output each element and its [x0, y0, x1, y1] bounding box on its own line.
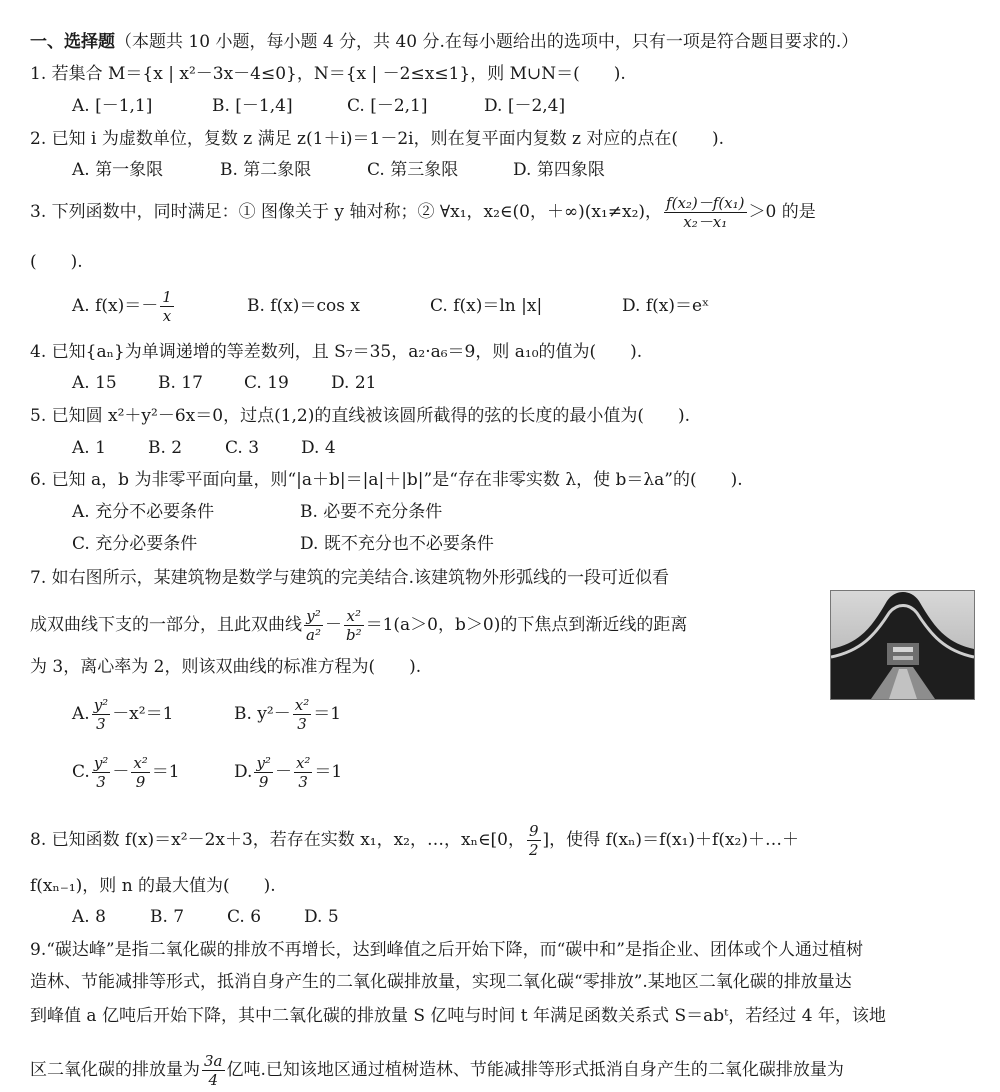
q7-option-d	[234, 754, 342, 791]
q7-option-c-numerator-1: y²	[93, 754, 109, 772]
q6-stem: 6. 已知 a，b 为非零平面向量，则“|a＋b|＝|a|＋|b|”是“存在非零实数 λ，使 b＝λa”的( ).	[30, 470, 743, 490]
q7-stem-line-1: 7. 如右图所示，某建筑物是数学与建筑的完美结合.该建筑物外形弧线的一段可近似看	[30, 568, 670, 588]
q3-option-a-numerator: 1	[162, 288, 172, 306]
q7-option-a-fraction	[92, 696, 111, 733]
q7-stem-line-2	[30, 607, 687, 644]
q3-fraction-numerator: f(x₂)－f(x₁)	[666, 194, 745, 212]
q7-option-d-rest: ＝1	[314, 762, 343, 782]
q7-stem-line-2-a: 成双曲线下支的一部分，且此双曲线	[30, 615, 302, 635]
q9-fraction-denominator: 4	[208, 1071, 219, 1089]
q7-stem-line-3: 为 3，离心率为 2，则该双曲线的标准方程为( ).	[30, 657, 422, 677]
q1-stem: 1. 若集合 M＝{x | x²－3x－4≤0}，N＝{x | －2≤x≤1}，则 M∪N＝( ).	[30, 64, 626, 84]
q6-option-c: C. 充分必要条件	[72, 534, 198, 554]
q7-option-d-numerator-1: y²	[256, 754, 271, 772]
q8-fraction-numerator: 9	[528, 822, 539, 840]
q8-stem	[30, 822, 799, 859]
q9-line-4-a: 区二氧化碳的排放量为	[30, 1060, 200, 1080]
q7-option-a-label: A.	[72, 704, 90, 724]
q5-option-a: A. 1	[72, 438, 106, 458]
q3-option-c: C. f(x)＝ln |x|	[430, 296, 543, 316]
q3-stem-part-b: ＞0 的是	[748, 202, 816, 222]
q6-option-b: B. 必要不充分条件	[300, 502, 443, 522]
q3-stem	[30, 194, 816, 231]
q7-option-c-denominator-2: 9	[135, 773, 146, 791]
q7-option-c-denominator-1: 3	[96, 773, 106, 791]
q9-fraction	[202, 1052, 225, 1089]
q3-option-d: D. f(x)＝eˣ	[622, 296, 710, 316]
q7-option-a	[72, 696, 173, 733]
q7-option-d-fraction-2	[294, 754, 312, 791]
q8-fraction-denominator: 2	[528, 841, 539, 859]
q3-option-a	[72, 288, 176, 325]
q9-line-4-b: 亿吨.已知该地区通过植树造林、节能减排等形式抵消自身产生的二氧化碳排放量为	[226, 1060, 844, 1080]
q8-stem-part-a: 8. 已知函数 f(x)＝x²－2x＋3，若存在实数 x₁，x₂，…，xₙ∈[0，	[30, 830, 525, 850]
q7-option-c-rest: ＝1	[151, 762, 180, 782]
q6-option-a: A. 充分不必要条件	[72, 502, 215, 522]
q2-option-b: B. 第二象限	[220, 160, 312, 180]
q9-line-2: 造林、节能减排等形式，抵消自身产生的二氧化碳排放量，实现二氧化碳“零排放”.某地区二氧化碳的排放量达	[30, 972, 852, 992]
q7-option-a-denominator: 3	[96, 715, 106, 733]
q7-option-b-rest: ＝1	[313, 704, 342, 724]
q7-option-d-denominator-1: 9	[258, 773, 269, 791]
q8-fraction	[527, 822, 541, 859]
q4-stem: 4. 已知{aₙ}为单调递增的等差数列，且 S₇＝35，a₂·a₆＝9，则 a₁₀的值为( ).	[30, 342, 643, 362]
q7-option-c-fraction-1	[92, 754, 111, 791]
q3-fraction-denominator: x₂－x₁	[683, 213, 728, 231]
q3-stem-part-a: 3. 下列函数中，同时满足：① 图像关于 y 轴对称；② ∀x₁，x₂∈(0，＋∞)(x₁≠x₂)，	[30, 202, 663, 222]
q7-fraction-y-denominator: a²	[306, 626, 321, 644]
q8-option-c: C. 6	[227, 907, 262, 927]
q4-option-b: B. 17	[158, 373, 203, 393]
q7-option-c-mid: －	[112, 762, 130, 782]
building-photo-drawing	[831, 591, 974, 699]
q8-option-a: A. 8	[72, 907, 106, 927]
q5-option-d: D. 4	[301, 438, 336, 458]
q8-stem-part-b: ]，使得 f(xₙ)＝f(x₁)＋f(x₂)＋…＋	[542, 830, 799, 850]
q7-fraction-x-numerator: x²	[344, 607, 364, 626]
q9-line-1: 9.“碳达峰”是指二氧化碳的排放不再增长，达到峰值之后开始下降，而“碳中和”是指企业、团体或个人通过植树	[30, 940, 863, 960]
q1-option-a: A. [－1,1]	[72, 96, 153, 116]
q7-fraction-y-numerator: y²	[304, 607, 323, 626]
section-title: 一、选择题	[30, 32, 115, 52]
q4-option-a: A. 15	[72, 373, 117, 393]
q7-stem-line-2-b: ＝1(a＞0，b＞0)的下焦点到渐近线的距离	[365, 615, 688, 635]
q7-option-c-label: C.	[72, 762, 90, 782]
q3-option-a-fraction	[160, 288, 174, 325]
q7-option-b-numerator: x²	[294, 696, 310, 714]
q7-option-d-mid: －	[274, 762, 292, 782]
q3-stem-part-c: ( ).	[30, 252, 83, 272]
q8-option-b: B. 7	[150, 907, 185, 927]
q8-stem-part-c: f(xₙ₋₁)，则 n 的最大值为( ).	[30, 876, 276, 896]
q2-option-d: D. 第四象限	[513, 160, 605, 180]
q3-option-a-prefix: A. f(x)＝－	[72, 296, 159, 316]
q9-line-4	[30, 1052, 844, 1089]
q7-fraction-y	[304, 607, 323, 644]
q7-option-c-numerator-2: x²	[133, 754, 148, 772]
q7-minus: －	[324, 615, 342, 635]
q4-option-d: D. 21	[331, 373, 377, 393]
q8-option-d: D. 5	[304, 907, 339, 927]
q2-stem: 2. 已知 i 为虚数单位，复数 z 满足 z(1＋i)＝1－2i，则在复平面内复数 z 对应的点在( ).	[30, 129, 725, 149]
section-header	[30, 30, 858, 54]
q7-option-a-numerator: y²	[93, 696, 109, 714]
q9-line-3: 到峰值 a 亿吨后开始下降，其中二氧化碳的排放量 S 亿吨与时间 t 年满足函数关系式 S＝abᵗ，若经过 4 年，该地	[30, 1006, 886, 1026]
q7-option-b-label: B. y²－	[234, 704, 291, 724]
q7-option-d-numerator-2: x²	[295, 754, 311, 772]
q7-fraction-x-denominator: b²	[345, 626, 362, 644]
q7-option-b-denominator: 3	[297, 715, 307, 733]
q7-option-a-rest: －x²＝1	[112, 704, 174, 724]
q5-option-b: B. 2	[148, 438, 183, 458]
q4-option-c: C. 19	[244, 373, 289, 393]
q1-option-d: D. [－2,4]	[484, 96, 566, 116]
q7-fraction-x	[344, 607, 364, 644]
q2-option-a: A. 第一象限	[72, 160, 164, 180]
q7-option-b	[234, 696, 341, 733]
building-photo	[830, 590, 975, 700]
q7-option-c	[72, 754, 180, 791]
q1-option-c: C. [－2,1]	[347, 96, 428, 116]
q6-option-d: D. 既不充分也不必要条件	[300, 534, 494, 554]
q5-option-c: C. 3	[225, 438, 260, 458]
q3-option-b: B. f(x)＝cos x	[247, 296, 360, 316]
q3-option-a-denominator: x	[162, 307, 172, 325]
q7-option-b-fraction	[293, 696, 311, 733]
q2-option-c: C. 第三象限	[367, 160, 459, 180]
q5-stem: 5. 已知圆 x²＋y²－6x＝0，过点(1,2)的直线被该圆所截得的弦的长度的最小值为( ).	[30, 406, 691, 426]
q7-option-d-label: D.	[234, 762, 253, 782]
q7-option-c-fraction-2	[131, 754, 149, 791]
q9-fraction-numerator: 3a	[204, 1052, 223, 1070]
section-note: （本题共 10 小题，每小题 4 分，共 40 分.在每小题给出的选项中，只有一项是符合题目要求的.）	[115, 32, 859, 52]
q1-option-b: B. [－1,4]	[212, 96, 293, 116]
q3-fraction	[664, 194, 746, 231]
q7-option-d-fraction-1	[254, 754, 273, 791]
q7-option-d-denominator-2: 3	[298, 773, 308, 791]
